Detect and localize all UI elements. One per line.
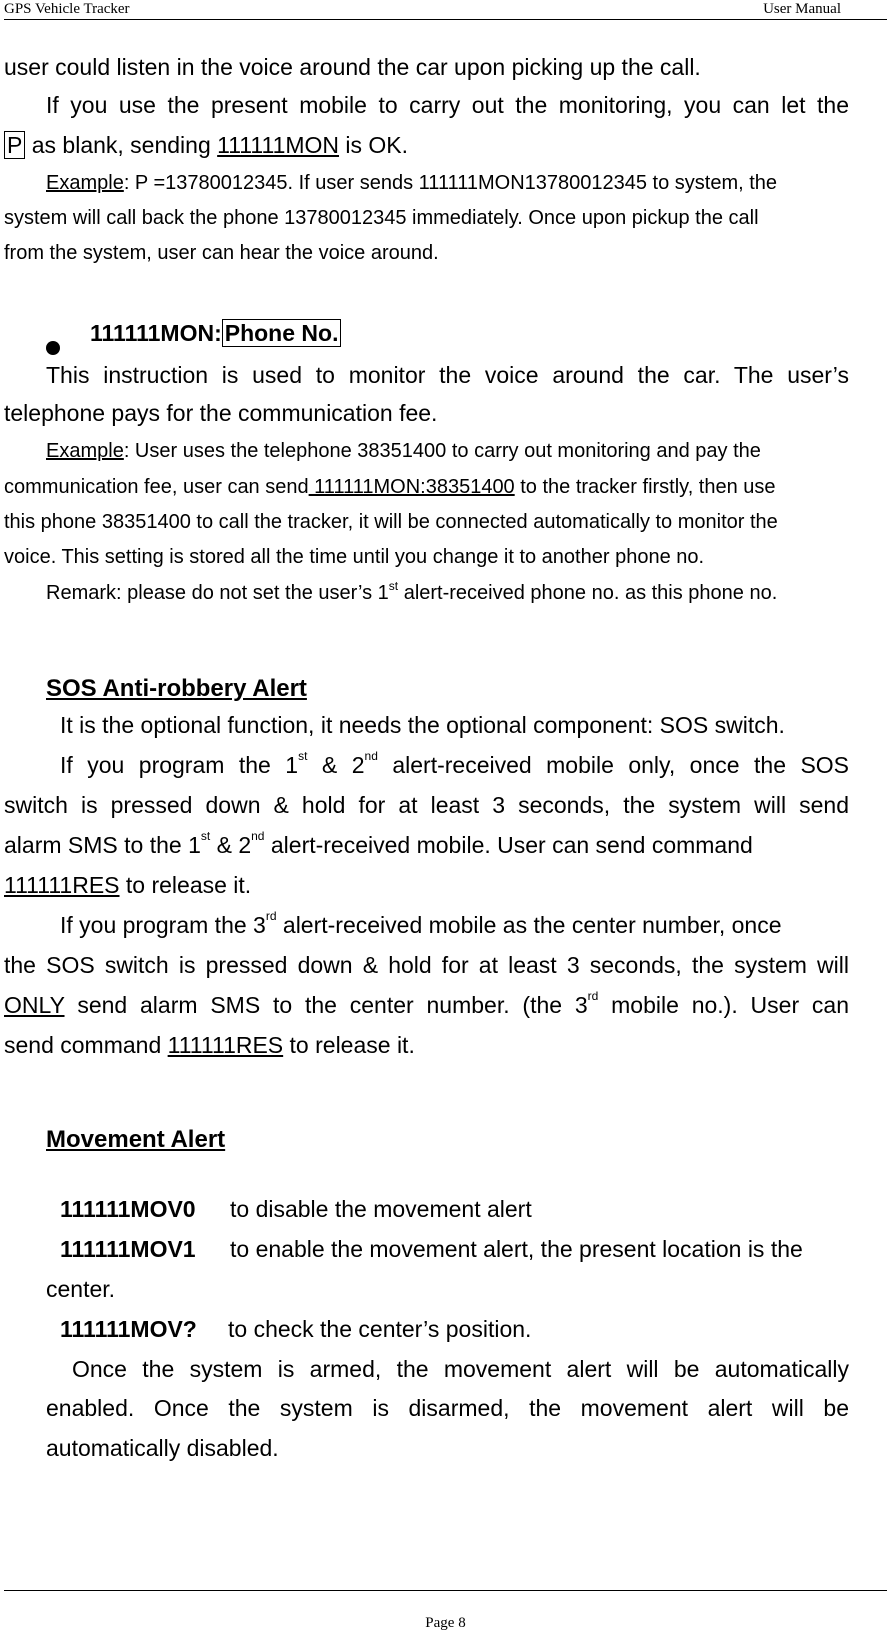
page-number: Page 8 [425,1615,466,1631]
body-line: P as blank, sending 111111MON is OK. [4,132,408,159]
body-line: alarm SMS to the 1st & 2nd alert-received mobile. User can send command [4,829,753,858]
header-doc-type: User Manual [763,1,841,17]
body-line: If you program the 3rd alert-received mobile as the center number, once [60,909,782,938]
body-line: ONLY send alarm SMS to the center number. (the 3rd mobile no.). User can [4,989,849,1018]
section-heading-movement: Movement Alert [46,1126,226,1153]
body-line: switch is pressed down & hold for at least 3 seconds, the system will send [4,792,849,818]
body-line: If you program the 1st & 2nd alert-received mobile only, once the SOS [60,749,850,778]
example-label: Example [46,172,124,194]
body-line: 111111RES to release it. [4,872,252,898]
remark-line: Remark: please do not set the user’s 1st alert-received phone no. as this phone no. [46,579,778,604]
command-text: 111111RES [167,1032,284,1058]
body-line: telephone pays for the communication fee. [4,400,438,426]
command-mov-query: 111111MOV? [60,1316,197,1342]
example-line: communication fee, user can send 111111MON:38351400 to the tracker firstly, then use [4,476,776,498]
header-title: GPS Vehicle Tracker [4,1,130,17]
command-text: 111111MON: [90,320,222,346]
command-text: 111111MON:38351400 [308,476,515,498]
body-line: user could listen in the voice around the car upon picking up the call. [4,54,701,80]
body-line: automatically disabled. [46,1435,279,1461]
section-heading-sos: SOS Anti-robbery Alert [46,675,307,702]
command-mov0: 111111MOV0 [60,1196,196,1222]
example-line: voice. This setting is stored all the time until you change it to another phone no. [4,546,705,568]
command-mov1: 111111MOV1 [60,1236,196,1262]
footer-divider [4,1590,887,1591]
command-text: 111111MON [217,132,340,158]
body-line: the SOS switch is pressed down & hold for at least 3 seconds, the system will [4,952,849,978]
example-line: this phone 38351400 to call the tracker, it will be connected automatically to monitor the [4,511,778,533]
bullet-heading [90,320,341,347]
example-label: Example [46,440,124,462]
command-text: 111111RES [4,872,120,898]
example-line: from the system, user can hear the voice around. [4,242,439,264]
command-desc: to disable the movement alert [230,1196,532,1222]
header-divider [4,19,887,20]
body-line: This instruction is used to monitor the voice around the car. The user’s [46,362,849,388]
body-line: If you use the present mobile to carry out the monitoring, you can let the [46,92,849,118]
command-desc: to check the center’s position. [228,1316,532,1342]
body-line: It is the optional function, it needs the optional component: SOS switch. [60,712,785,738]
example-line: system will call back the phone 13780012345 immediately. Once upon pickup the call [4,207,759,229]
command-desc: center. [46,1276,116,1302]
example-line: Example: User uses the telephone 38351400 to carry out monitoring and pay the [46,440,761,462]
param-p-box: P [4,131,25,159]
body-line: Once the system is armed, the movement alert will be automatically [72,1356,849,1382]
phone-no-box: Phone No. [222,319,342,347]
body-line: enabled. Once the system is disarmed, the movement alert will be [46,1395,849,1421]
bullet-dot [46,341,60,355]
command-desc: to enable the movement alert, the present location is the [230,1236,803,1262]
example-line: Example: P =13780012345. If user sends 111111MON13780012345 to system, the [46,172,778,194]
body-line: send command 111111RES to release it. [4,1032,415,1058]
emphasis-only: ONLY [4,992,65,1018]
